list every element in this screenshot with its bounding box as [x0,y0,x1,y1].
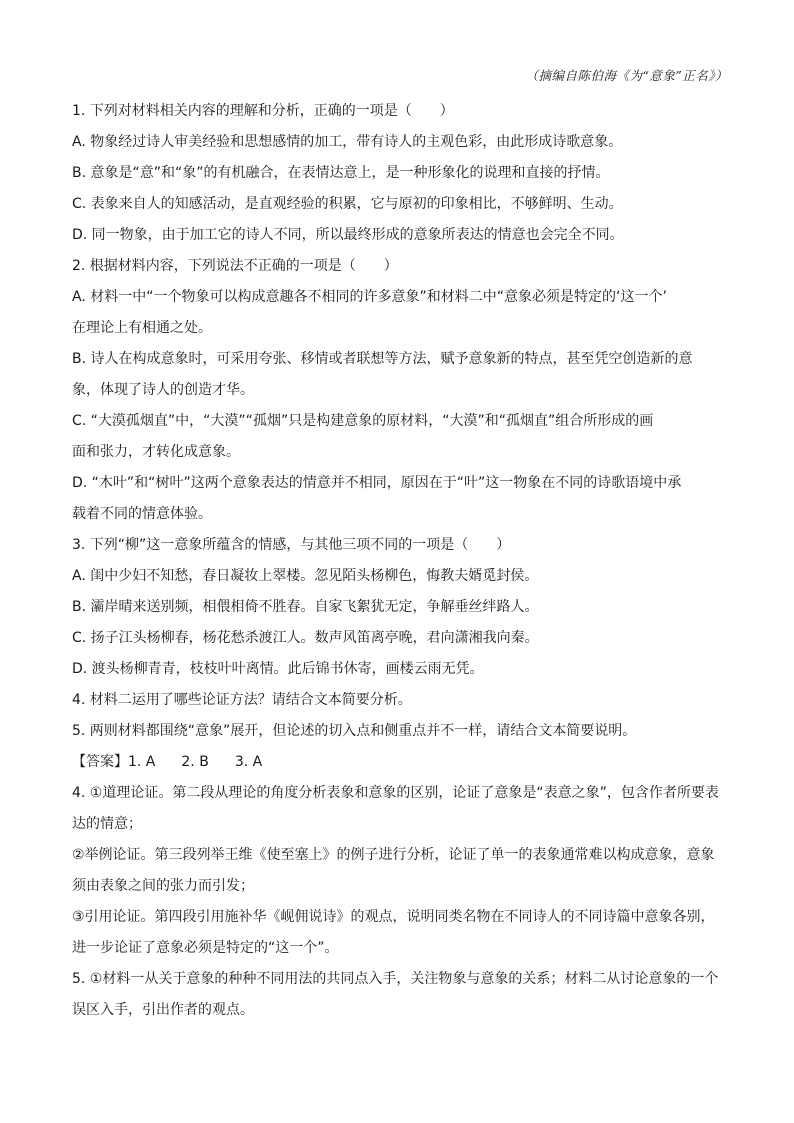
option-line: C. 表象来自人的知感活动，是直观经验的积累，它与原初的印象相比，不够鲜明、生动。 [72,196,623,212]
answer-value: 2. B [181,754,209,770]
option-line: A. 材料一中“一个物象可以构成意趣各不相同的许多意象”和材料二中“意象必须是特定的‘这一个’ [72,289,667,305]
option-line: A. 物象经过诗人审美经验和思想感情的加工，带有诗人的主观色彩，由此形成诗歌意象。 [72,134,623,150]
explanation-1 [72,778,732,840]
question-stem: 1. 下列对材料相关内容的理解和分析，正确的一项是（ ） [72,103,454,119]
question-stem: 5. 两则材料都围绕“意象”展开，但论述的切入点和侧重点并不一样，请结合文本简要说明。 [72,723,637,739]
question-3 [72,530,732,685]
explanation-3 [72,902,732,964]
option-line: 在理论上有相通之处。 [72,320,212,336]
explanation-line: 5. ①材料一从关于意象的种种不同用法的共同点入手，关注物象与意象的关系；材料二从讨论意象的一个 [72,971,719,987]
explanation-line: ③引用论证。第四段引用施补华《岘佣说诗》的观点，说明同类名物在不同诗人的不同诗篇中意象各别， [72,909,715,925]
option-line: 面和张力，才转化成意象。 [72,444,240,460]
answer-line [72,747,732,778]
question-stem: 3. 下列“柳”这一意象所蕴含的情感，与其他三项不同的一项是（ ） [72,537,511,553]
explanation-2 [72,840,732,902]
option-line: B. 灞岸晴来送别频，相偎相倚不胜春。自家飞絮犹无定，争解垂丝绊路人。 [72,599,539,615]
explanation-line: 进一步论证了意象必须是特定的“这一个”。 [72,940,339,956]
option-line: D. “木叶”和“树叶”这两个意象表达的情意并不相同，原因在于“叶”这一物象在不同的诗歌语境中承 [72,475,682,491]
option-line: C. 扬子江头杨柳春，杨花愁杀渡江人。数声风笛离亭晚，君向潇湘我向秦。 [72,630,539,646]
answer-values [128,754,288,770]
answer-value: 3. A [234,754,263,770]
question-stem: 4. 材料二运用了哪些论证方法？请结合文本简要分析。 [72,692,412,708]
source-citation: （摘编自陈伯海《为“意象”正名》） [525,68,728,83]
option-line: D. 渡头杨柳青青，枝枝叶叶离情。此后锦书休寄，画楼云雨无凭。 [72,661,484,677]
document-body [72,96,732,1026]
explanation-line: 须由表象之间的张力而引发； [72,878,254,894]
answer-tag: 【答案】 [72,754,128,770]
explanation-line: 达的情意； [72,816,142,832]
question-4 [72,685,732,716]
option-line: D. 同一物象，由于加工它的诗人不同，所以最终形成的意象所表达的情意也会完全不同。 [72,227,624,243]
option-line: A. 闺中少妇不知愁，春日凝妆上翠楼。忽见陌头杨柳色，悔教夫婿觅封侯。 [72,568,539,584]
explanation-line: ②举例论证。第三段列举王维《使至塞上》的例子进行分析，论证了单一的表象通常难以构成意象，意象 [72,847,715,863]
option-line: 象，体现了诗人的创造才华。 [72,382,254,398]
option-line: B. 诗人在构成意象时，可采用夸张、移情或者联想等方法，赋予意象新的特点，甚至凭空创造新的意 [72,351,693,367]
option-line: C. “大漠孤烟直”中，“大漠”“孤烟”只是构建意象的原材料，“大漠”和“孤烟直”组合所形成的画 [72,413,654,429]
question-1 [72,96,732,251]
explanation-4 [72,964,732,1026]
question-stem: 2. 根据材料内容，下列说法不正确的一项是（ ） [72,258,398,274]
option-line: B. 意象是“意”和“象”的有机融合，在表情达意上，是一种形象化的说理和直接的抒情。 [72,165,610,181]
question-2 [72,251,732,530]
question-5 [72,716,732,747]
explanation-line: 4. ①道理论证。第二段从理论的角度分析表象和意象的区别，论证了意象是“表意之象”，包含作者所要表 [72,785,719,801]
option-line: 载着不同的情意体验。 [72,506,212,522]
answer-value: 1. A [128,754,156,770]
explanation-line: 误区入手，引出作者的观点。 [72,1002,254,1018]
